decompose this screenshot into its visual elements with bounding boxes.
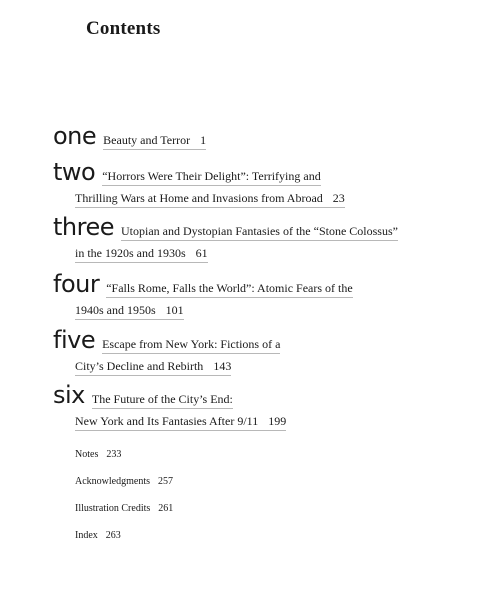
chapter-title-text: Beauty and Terror	[103, 133, 191, 147]
chapter-title[interactable]: Escape from New York: Fictions of a	[102, 337, 280, 354]
backmatter-label: Notes	[75, 449, 99, 460]
chapter-number: four	[53, 270, 100, 298]
chapter-title-text: City’s Decline and Rebirth	[75, 359, 204, 373]
backmatter-label: Illustration Credits	[75, 503, 151, 514]
toc-entry-index[interactable]	[75, 530, 121, 541]
backmatter-label: Acknowledgments	[75, 476, 150, 487]
chapter-title-continued[interactable]	[75, 246, 208, 263]
toc-entry-notes[interactable]	[75, 449, 121, 460]
toc-entry-acknowledgments[interactable]	[75, 476, 173, 487]
chapter-title-text: in the 1920s and 1930s	[75, 246, 186, 260]
page-number: 257	[158, 476, 173, 487]
toc-entry-three[interactable]	[53, 215, 398, 263]
page-number: 261	[158, 503, 174, 514]
chapter-title-continued[interactable]	[75, 414, 286, 431]
toc-entry-five[interactable]	[53, 328, 280, 376]
chapter-number: two	[53, 158, 96, 186]
chapter-number: five	[53, 326, 96, 354]
chapter-title-text: New York and Its Fantasies After 9/11	[75, 414, 259, 428]
page-number: 23	[332, 191, 345, 205]
chapter-title[interactable]: “Horrors Were Their Delight”: Terrifying and	[102, 169, 320, 186]
chapter-title-continued[interactable]	[75, 191, 345, 208]
toc-entry-six[interactable]	[53, 383, 286, 431]
page-number: 143	[213, 359, 232, 373]
chapter-title-text: Thrilling Wars at Home and Invasions from Abroad	[75, 191, 323, 205]
toc-entry-one[interactable]	[53, 124, 206, 150]
chapter-title[interactable]: Utopian and Dystopian Fantasies of the “Stone Colossus”	[121, 224, 398, 241]
chapter-number: one	[53, 122, 97, 150]
chapter-title-text: 1940s and 1950s	[75, 303, 156, 317]
chapter-number: three	[53, 213, 114, 241]
toc-entry-illustration-credits[interactable]	[75, 503, 173, 514]
toc-entry-two[interactable]	[53, 160, 345, 208]
page-number: 233	[106, 449, 122, 460]
page-number: 61	[195, 246, 208, 260]
chapter-title-continued[interactable]	[75, 303, 184, 320]
page-number: 1	[200, 133, 207, 147]
chapter-title-continued[interactable]	[75, 359, 231, 376]
page-title: Contents	[86, 18, 161, 39]
backmatter-label: Index	[75, 530, 98, 541]
page-number: 101	[165, 303, 184, 317]
chapter-title[interactable]	[103, 133, 206, 150]
toc-entry-four[interactable]	[53, 272, 353, 320]
page-number: 199	[268, 414, 287, 428]
chapter-title[interactable]: The Future of the City’s End:	[92, 392, 233, 409]
page-number: 263	[105, 530, 121, 541]
chapter-title[interactable]: “Falls Rome, Falls the World”: Atomic Fears of the	[106, 281, 352, 298]
chapter-number: six	[53, 381, 85, 409]
